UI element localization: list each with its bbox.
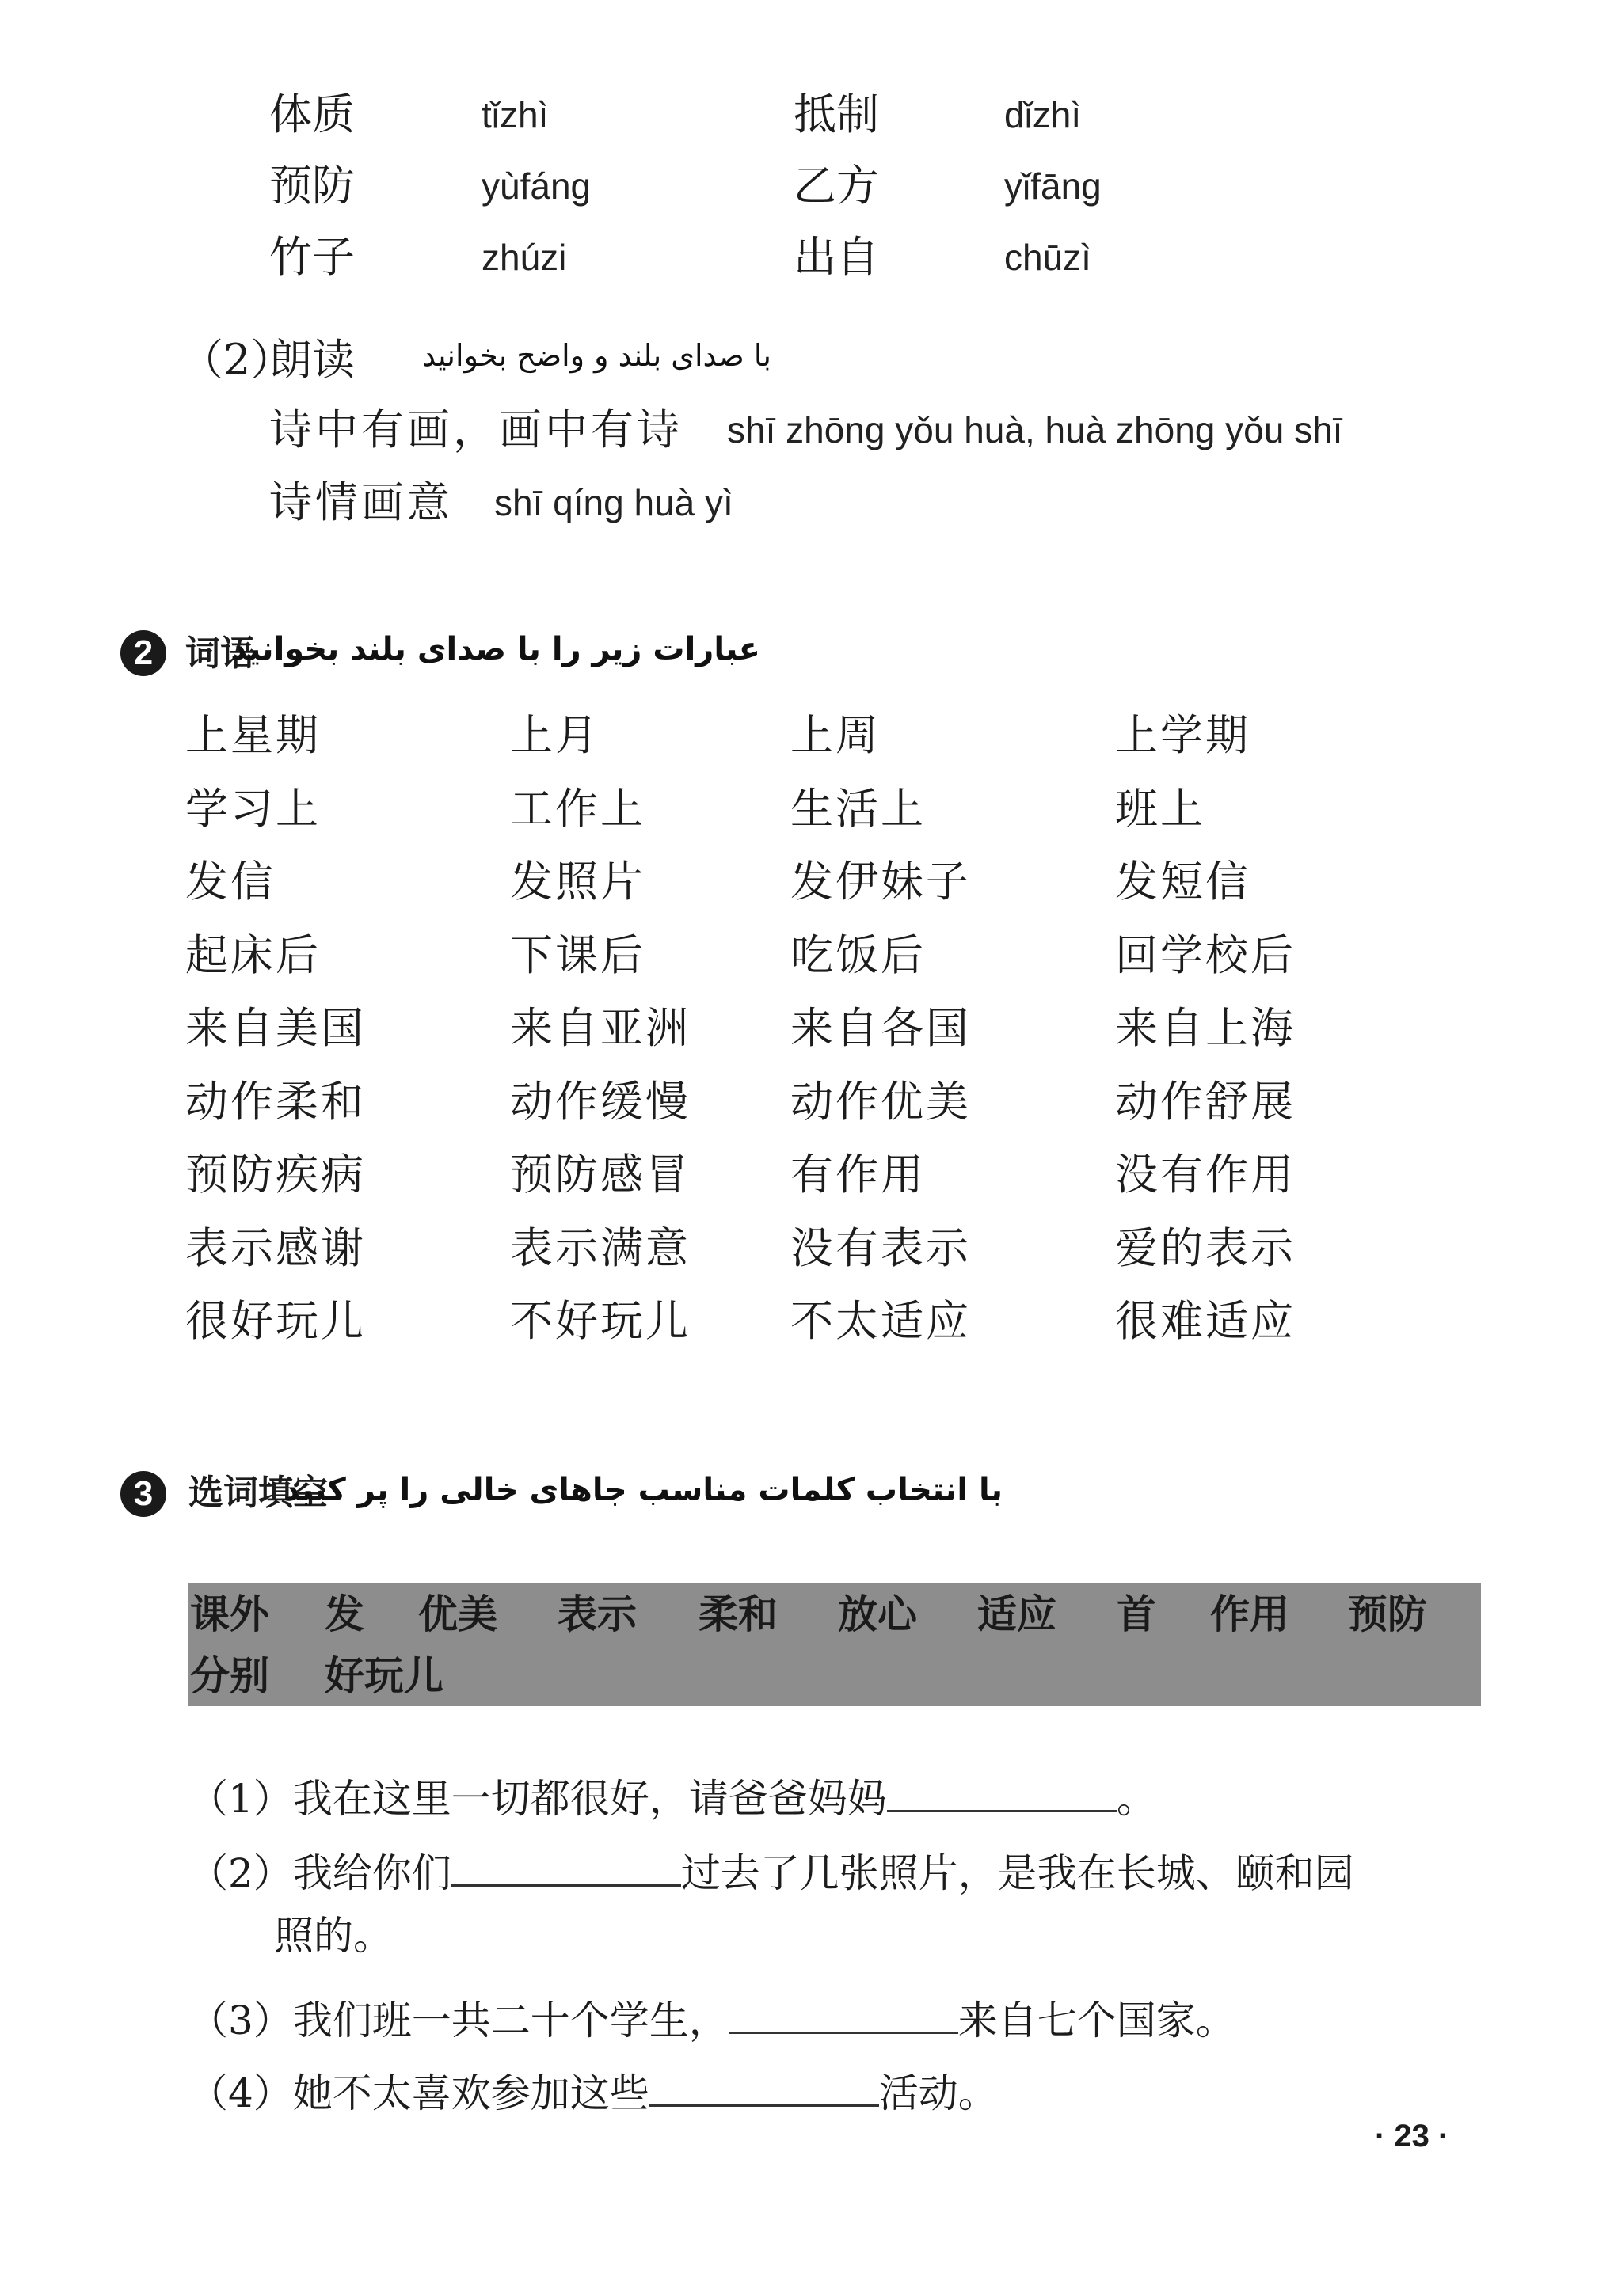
read-aloud-number: （2） [181,335,294,385]
pair-1-pinyin-b: dǐzhì [1004,94,1082,135]
pair-3-pinyin-b: chūzì [1004,237,1091,278]
word-bank-item: 首 [1117,1591,1156,1637]
word-item: 来自各国 [790,1003,971,1053]
word-item: 学习上 [185,784,321,834]
word-bank-item: 课外 [190,1591,269,1637]
word-item: 很难适应 [1115,1296,1296,1346]
page-number: · 23 · [1375,2119,1449,2153]
question-text: 我们班一共二十个学生， [292,1998,729,2043]
word-item: 来自美国 [185,1003,366,1053]
word-item: 上星期 [185,710,321,760]
word-item: 预防疾病 [185,1150,366,1199]
word-bank-item: 放心 [838,1591,917,1637]
section-2-title: 词语 [185,633,255,674]
question-4 [188,2063,998,2116]
pair-1-hanzi-a: 体质 [269,89,355,139]
pair-2-pinyin-b: yǐfāng [1004,165,1102,207]
word-item: 动作舒展 [1115,1077,1296,1127]
word-item: 上学期 [1115,710,1250,760]
question-2 [188,1843,1354,1896]
question-text: 我在这里一切都很好，请爸爸妈妈 [292,1776,887,1822]
word-bank-item: 分别 [190,1652,269,1699]
word-item: 不好玩儿 [510,1296,691,1346]
idiom-2-pinyin: shī qíng huà yì [494,482,733,523]
question-number: （1） [188,1776,293,1822]
word-item: 上周 [790,710,881,760]
word-bank-item: 发 [325,1591,364,1637]
answer-blank[interactable] [729,1990,958,2034]
answer-blank[interactable] [887,1769,1117,1812]
word-bank-item: 预防 [1348,1591,1427,1637]
idiom-2-hanzi: 诗情画意 [269,477,453,527]
section-3-instruction: با انتخاب کلمات مناسب جاهای خالی را پر کنید [283,1472,1003,1508]
word-bank-item: 优美 [418,1591,497,1637]
pair-2-hanzi-b: 乙方 [794,161,879,211]
idiom-1-hanzi: 诗中有画，画中有诗 [269,405,683,454]
word-item: 很好玩儿 [185,1296,366,1346]
word-bank-item: 表示 [558,1591,637,1637]
word-item: 班上 [1115,784,1205,834]
word-item: 发信 [185,857,276,907]
read-aloud-instruction: با صدای بلند و واضح بخوانید [422,338,771,373]
pair-2-hanzi-a: 预防 [269,161,355,211]
section-2-instruction: عبارات زیر را با صدای بلند بخوانید [230,631,760,667]
word-bank-item: 作用 [1210,1591,1289,1637]
pair-3-hanzi-a: 竹子 [269,232,355,282]
question-number: （3） [188,1998,293,2043]
word-item: 有作用 [790,1150,926,1199]
question-text: 她不太喜欢参加这些 [292,2070,649,2116]
question-text: 过去了几张照片，是我在长城、颐和园 [680,1850,1354,1896]
word-item: 下课后 [510,930,645,980]
word-bank-item: 柔和 [699,1591,778,1637]
question-text: 我给你们 [292,1850,451,1896]
section-3-title: 选词填空 [188,1473,328,1513]
pair-1-hanzi-b: 抵制 [794,89,879,139]
answer-blank[interactable] [649,2063,879,2107]
pair-3-hanzi-b: 出自 [794,232,879,282]
question-1 [188,1769,1156,1822]
section-3-badge: 3 [120,1471,166,1517]
word-item: 来自亚洲 [510,1003,691,1053]
question-number: （2） [188,1850,293,1896]
pair-2-pinyin-a: yùfáng [482,165,592,207]
pair-3-pinyin-a: zhúzi [482,237,567,278]
word-item: 上月 [510,710,600,760]
section-2-badge: 2 [120,630,166,676]
word-item: 没有表示 [790,1223,971,1273]
word-item: 回学校后 [1115,930,1296,980]
word-item: 动作柔和 [185,1077,366,1127]
question-text: 来自七个国家。 [957,1998,1235,2043]
question-text: 。 [1116,1776,1156,1822]
pair-1-pinyin-a: tǐzhì [482,94,549,135]
word-item: 吃饭后 [790,930,926,980]
answer-blank[interactable] [451,1843,681,1887]
word-item: 表示满意 [510,1223,691,1273]
word-item: 发短信 [1115,857,1250,907]
word-item: 起床后 [185,930,321,980]
idiom-1-pinyin: shī zhōng yǒu huà, huà zhōng yǒu shī [727,409,1343,450]
word-bank-item: 适应 [977,1591,1056,1637]
word-item: 发照片 [510,857,645,907]
word-item: 预防感冒 [510,1150,691,1199]
word-bank-item: 好玩儿 [325,1652,443,1699]
question-text: 活动。 [878,2070,998,2116]
question-number: （4） [188,2070,293,2116]
word-item: 发伊妹子 [790,857,971,907]
word-item: 工作上 [510,784,645,834]
word-item: 动作优美 [790,1077,971,1127]
read-aloud-title: 朗读 [269,335,355,385]
question-2-continuation: 照的。 [274,1913,393,1959]
word-item: 没有作用 [1115,1150,1296,1199]
word-item: 来自上海 [1115,1003,1296,1053]
word-item: 动作缓慢 [510,1077,691,1127]
word-bank [188,1583,1481,1706]
word-item: 爱的表示 [1115,1223,1296,1273]
word-item: 生活上 [790,784,926,834]
question-3 [188,1990,1235,2043]
word-item: 表示感谢 [185,1223,366,1273]
word-item: 不太适应 [790,1296,971,1346]
